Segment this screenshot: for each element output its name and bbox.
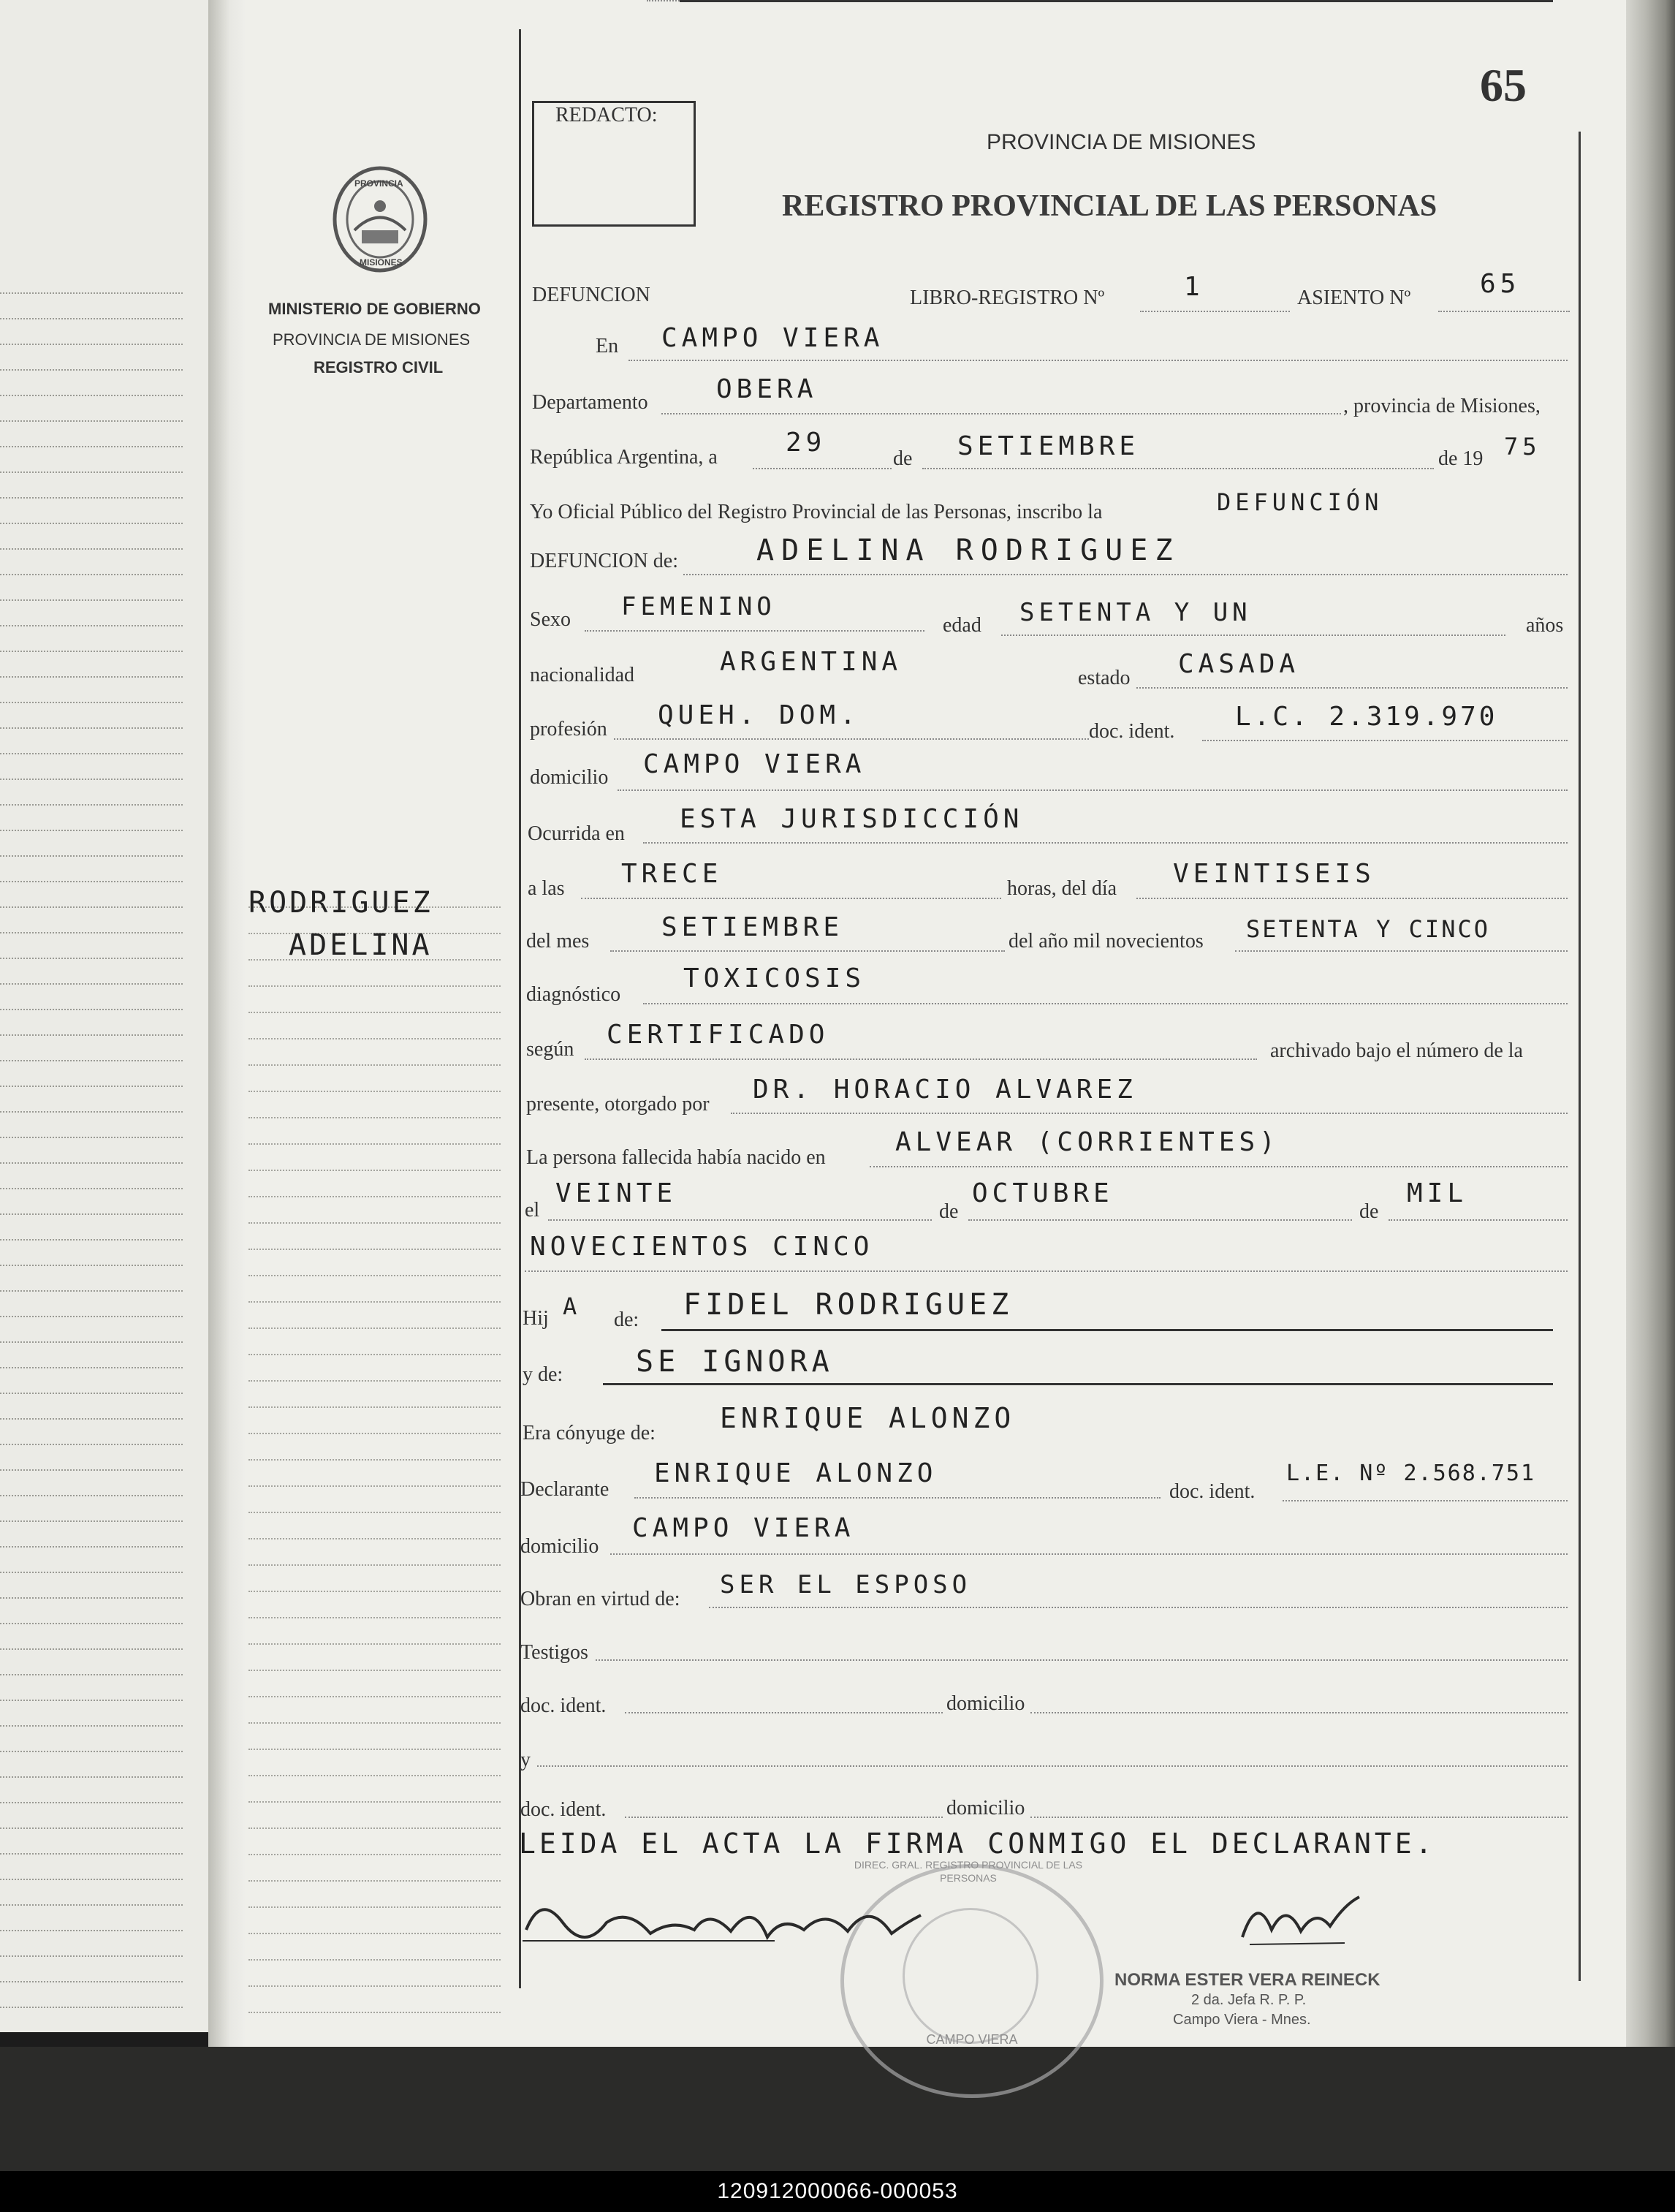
label-profesion: profesión [530, 718, 607, 741]
margin-rule [248, 1117, 501, 1118]
label-horas: horas, del día [1007, 877, 1117, 900]
margin-rule [248, 1564, 501, 1566]
label-a-las: a las [528, 877, 565, 900]
margin-note-name: ADELINA [289, 928, 433, 962]
madre-line [603, 1383, 1553, 1385]
padre-line [661, 1329, 1553, 1331]
margin-note-surname: RODRIGUEZ [248, 886, 433, 920]
value-dia-texto: VEINTISEIS [1173, 859, 1375, 889]
hora-line [581, 898, 1001, 899]
label-departamento: Departamento [532, 391, 648, 414]
left-page-rule [0, 1648, 183, 1650]
left-page-rule [0, 932, 183, 933]
left-page-rule [0, 1341, 183, 1343]
en-line [628, 360, 1568, 361]
official-signature [1235, 1886, 1367, 1952]
label-provincia: , provincia de Misiones, [1343, 395, 1541, 417]
nac-mes-line [968, 1219, 1352, 1221]
margin-rule [248, 1591, 501, 1592]
left-page-rule [0, 318, 183, 319]
doc-ident3-line [625, 1712, 943, 1713]
margin-rule [248, 1801, 501, 1803]
margin-rule [248, 1854, 501, 1855]
left-page-rule [0, 1853, 183, 1855]
margin-rule [248, 1485, 501, 1487]
label-presente: presente, otorgado por [526, 1093, 710, 1116]
label-segun: según [526, 1038, 574, 1061]
official-place: Campo Viera - Mnes. [1173, 2012, 1311, 2028]
value-hora: TRECE [621, 859, 723, 889]
label-doc-ident2: doc. ident. [1169, 1480, 1256, 1503]
value-nac-dia: VEINTE [555, 1178, 677, 1208]
value-libro: 1 [1184, 272, 1204, 302]
scan-caption: 120912000066-000053 [0, 2171, 1675, 2212]
left-page-rule [0, 1572, 183, 1573]
declarante-line [634, 1497, 1161, 1499]
left-page-rule [0, 1776, 183, 1778]
label-en: En [596, 335, 619, 357]
margin-rule [248, 1617, 501, 1618]
label-declarante: Declarante [520, 1478, 609, 1501]
value-domicilio-declarante: CAMPO VIERA [632, 1513, 855, 1543]
left-page-rule [0, 1879, 183, 1880]
left-page-rule [0, 497, 183, 499]
value-ocurrida: ESTA JURISDICCIÓN [680, 804, 1024, 834]
header-province: PROVINCIA DE MISIONES [987, 130, 1256, 154]
margin-rule [248, 1670, 501, 1671]
value-ano-texto: SETENTA Y CINCO [1246, 915, 1490, 943]
left-page-rule [0, 1111, 183, 1113]
value-diagnostico: TOXICOSIS [683, 963, 866, 993]
value-padre: FIDEL RODRIGUEZ [683, 1288, 1014, 1322]
y-line [537, 1765, 1568, 1767]
label-estado: estado [1078, 667, 1131, 689]
left-page-rule [0, 1520, 183, 1522]
left-page-rule [0, 292, 183, 294]
label-doc-ident: doc. ident. [1089, 720, 1175, 743]
left-page-rule [0, 1930, 183, 1931]
left-page-rule [0, 727, 183, 729]
domicilio3-line [1030, 1712, 1568, 1713]
margin-rule [248, 1354, 501, 1355]
margin-rule [248, 1985, 501, 1987]
value-domicilio: CAMPO VIERA [643, 749, 866, 779]
left-page-rule [0, 625, 183, 626]
label-domicilio: domicilio [530, 766, 609, 789]
label-edad: edad [943, 614, 981, 637]
nac-ano2-line [525, 1270, 1568, 1272]
value-doc-declarante: L.E. Nº 2.568.751 [1286, 1461, 1536, 1486]
left-page-rule [0, 651, 183, 652]
left-page-rule [0, 958, 183, 959]
left-page-rule [0, 1188, 183, 1189]
label-domicilio2: domicilio [520, 1535, 599, 1558]
left-page [0, 0, 208, 2032]
margin-rule [248, 1301, 501, 1303]
margin-rule [248, 1722, 501, 1724]
left-page-rule [0, 881, 183, 882]
left-page-rule [0, 753, 183, 754]
label-doc-ident4: doc. ident. [520, 1798, 607, 1821]
asiento-line [1438, 311, 1570, 312]
label-sexo: Sexo [530, 608, 571, 631]
label-de19: de 19 [1438, 447, 1484, 470]
margin-rule [248, 1038, 501, 1039]
label-nacionalidad: nacionalidad [530, 664, 635, 686]
left-page-rule [0, 1444, 183, 1445]
label-de1: de [893, 447, 913, 470]
header-registry: REGISTRO PROVINCIAL DE LAS PERSONAS [782, 189, 1437, 223]
official-name: NORMA ESTER VERA REINECK [1114, 1970, 1380, 1990]
margin-rule [248, 1880, 501, 1882]
left-page-rule [0, 1904, 183, 1906]
margin-rule [248, 1222, 501, 1224]
left-page-rule [0, 1137, 183, 1138]
scan-background [0, 2047, 1675, 2171]
label-y: y [520, 1749, 531, 1771]
official-title: 2 da. Jefa R. P. P. [1191, 1992, 1307, 2008]
value-otorgado: DR. HORACIO ALVAREZ [753, 1075, 1137, 1105]
left-page-rule [0, 369, 183, 371]
margin-rule [248, 1459, 501, 1461]
margin-rule [248, 1064, 501, 1066]
value-profesion: QUEH. DOM. [658, 700, 860, 730]
label-y-de: y de: [523, 1363, 563, 1386]
label-archivado: archivado bajo el número de la [1270, 1039, 1523, 1062]
value-declarante: ENRIQUE ALONZO [654, 1458, 938, 1488]
left-page-rule [0, 446, 183, 447]
left-page-rule [0, 1469, 183, 1471]
domicilio4-line [1030, 1817, 1568, 1818]
left-page-rule [0, 1802, 183, 1803]
value-madre: SE IGNORA [636, 1345, 834, 1379]
profesion-line [614, 738, 1089, 740]
value-segun: CERTIFICADO [607, 1020, 829, 1050]
dia-line [753, 468, 892, 469]
label-yo-oficial: Yo Oficial Público del Registro Provincial de las Personas, inscribo la [530, 501, 1103, 523]
value-nacionalidad: ARGENTINA [720, 647, 903, 677]
label-nacido: La persona fallecida había nacido en [526, 1146, 826, 1169]
seal-text-top: PROVINCIA [354, 178, 403, 189]
margin-rule [248, 1643, 501, 1645]
label-del-mes: del mes [526, 930, 590, 952]
seal-text-bottom: MISIONES [360, 257, 403, 268]
left-page-rule [0, 1086, 183, 1087]
left-page-rule [0, 1955, 183, 1957]
left-page-rule [0, 1725, 183, 1727]
value-departamento: OBERA [716, 374, 818, 404]
nombre-line [683, 574, 1568, 575]
ministry-line3: REGISTRO CIVIL [314, 358, 444, 376]
left-page-rule [0, 1162, 183, 1164]
label-conyuge: Era cónyuge de: [523, 1422, 656, 1444]
nac-ano-line [1389, 1219, 1568, 1221]
domicilio2-line [610, 1553, 1568, 1555]
margin-rule [248, 985, 501, 987]
estado-line [1136, 687, 1568, 689]
value-nombre: ADELINA RODRIGUEZ [756, 534, 1180, 567]
left-page-rule [0, 702, 183, 703]
label-de-colon: de: [614, 1308, 639, 1331]
left-page-rule [0, 1623, 183, 1624]
left-page-rule [0, 779, 183, 780]
left-page-rule [0, 983, 183, 985]
left-page-rule [0, 344, 183, 345]
margin-rule [248, 1538, 501, 1539]
page-number: 65 [1480, 59, 1527, 111]
conyuge-line [680, 0, 1553, 2]
left-page-rule [0, 1316, 183, 1317]
margin-rule [248, 1696, 501, 1697]
margin-rule [248, 1933, 501, 1934]
doc-ident4-line [625, 1817, 943, 1818]
margin-rule [248, 1091, 501, 1092]
left-page-rule [0, 1418, 183, 1420]
value-nac-ano2: NOVECIENTOS CINCO [530, 1232, 874, 1262]
ano-texto-line [1235, 950, 1568, 952]
edad-line [1001, 635, 1505, 636]
left-page-rule [0, 855, 183, 857]
margin-rule [248, 1959, 501, 1961]
left-page-rule [0, 676, 183, 678]
value-dia: 29 [786, 428, 827, 458]
obran-line [709, 1607, 1568, 1608]
margin-rule [248, 1143, 501, 1145]
label-de-a: de [939, 1200, 959, 1223]
nacido-line [870, 1166, 1568, 1167]
segun-line [585, 1058, 1257, 1060]
libro-line [1140, 311, 1290, 312]
margin-rule [248, 1406, 501, 1408]
left-page-rule [0, 2007, 183, 2008]
margin-rule [248, 1275, 501, 1276]
domicilio-line [618, 789, 1568, 791]
value-asiento: 65 [1480, 269, 1521, 299]
ministry-line2: PROVINCIA DE MISIONES [273, 330, 471, 349]
label-republica: República Argentina, a [530, 446, 718, 469]
ocurrida-line [643, 842, 1568, 844]
label-ocurrida: Ocurrida en [528, 822, 625, 845]
value-hij-suffix: A [563, 1292, 582, 1320]
value-nacido: ALVEAR (CORRIENTES) [895, 1127, 1280, 1157]
declarant-signature [512, 1879, 935, 1959]
margin-rule [248, 1433, 501, 1434]
label-doc-ident3: doc. ident. [520, 1694, 607, 1717]
value-conyuge: ENRIQUE ALONZO [720, 1402, 1016, 1434]
left-page-rule [0, 548, 183, 550]
stamp-ring-text: DIREC. GRAL. REGISTRO PROVINCIAL DE LAS PERSONAS [854, 1859, 1083, 1884]
label-el: el [525, 1199, 540, 1221]
value-mes-texto: SETIEMBRE [661, 912, 844, 942]
margin-rule [248, 1196, 501, 1197]
left-page-rule [0, 1367, 183, 1368]
nac-dia-line [548, 1219, 932, 1221]
left-page-rule [0, 420, 183, 422]
label-de-b: de [1359, 1200, 1379, 1223]
left-page-rule [0, 1700, 183, 1701]
label-domicilio4: domicilio [946, 1797, 1025, 1819]
left-page-rule [0, 1495, 183, 1496]
margin-rule [248, 1749, 501, 1750]
label-domicilio3: domicilio [946, 1692, 1025, 1715]
value-doc-ident: L.C. 2.319.970 [1235, 702, 1498, 732]
left-page-rule [0, 599, 183, 601]
margin-rule [248, 1380, 501, 1382]
left-page-rule [0, 830, 183, 831]
label-del-ano: del año mil novecientos [1009, 930, 1204, 952]
left-page-rule [0, 395, 183, 396]
left-page-rule [0, 523, 183, 524]
book-gutter [208, 0, 245, 2047]
value-nac-ano1: MIL [1407, 1178, 1468, 1208]
doc-ident-line [1202, 740, 1568, 741]
value-sexo: FEMENINO [621, 592, 776, 621]
dia-texto-line [1136, 898, 1568, 899]
label-testigos: Testigos [520, 1641, 588, 1664]
value-ano: 75 [1504, 433, 1541, 461]
margin-rule [248, 1775, 501, 1776]
left-page-rule [0, 1034, 183, 1036]
value-mes: SETIEMBRE [957, 431, 1140, 461]
margin-rule [248, 1827, 501, 1829]
margin-rule [248, 1327, 501, 1329]
left-page-rule [0, 1060, 183, 1061]
left-page-rule [0, 1265, 183, 1266]
left-page-rule [0, 1393, 183, 1394]
margin-rule [248, 1249, 501, 1250]
label-defuncion: DEFUNCION [532, 284, 650, 306]
left-page-rule [0, 1981, 183, 1982]
label-anos: años [1526, 614, 1564, 637]
left-page-rule [0, 574, 183, 575]
left-page-rule [0, 906, 183, 908]
value-nac-mes: OCTUBRE [972, 1178, 1114, 1208]
value-closing: LEIDA EL ACTA LA FIRMA CONMIGO EL DECLARANTE. [519, 1827, 1436, 1860]
redacto-label: REDACTO: [555, 104, 658, 126]
label-obran: Obran en virtud de: [520, 1588, 680, 1610]
margin-rule [248, 1906, 501, 1908]
left-page-rule [0, 471, 183, 473]
label-defuncion-de: DEFUNCION de: [530, 550, 678, 572]
departamento-line [661, 413, 1341, 414]
margin-rule [248, 2012, 501, 2013]
margin-rule [248, 1512, 501, 1513]
testigos-line [596, 1659, 1568, 1661]
ministry-line1: MINISTERIO DE GOBIERNO [268, 300, 481, 318]
left-page-rule [0, 804, 183, 806]
margin-rule [248, 1170, 501, 1171]
sexo-line [585, 630, 924, 632]
left-page-rule [0, 1674, 183, 1675]
margin-rule [248, 1012, 501, 1013]
left-page-rule [0, 1009, 183, 1010]
left-page-rule [0, 1751, 183, 1752]
otorgado-line [731, 1113, 1568, 1114]
value-inscribo: DEFUNCIÓN [1217, 488, 1383, 516]
left-page-rule [0, 1239, 183, 1241]
left-page-rule [0, 1546, 183, 1548]
stamp-center-text: CAMPO VIERA [926, 2032, 1018, 2047]
label-asiento: ASIENTO Nº [1297, 287, 1411, 309]
value-estado: CASADA [1178, 649, 1300, 679]
label-diagnostico: diagnóstico [526, 983, 621, 1006]
left-page-rule [0, 1290, 183, 1292]
value-edad: SETENTA Y UN [1019, 598, 1252, 627]
mes-line [922, 468, 1434, 469]
doc-declarante-line [1283, 1500, 1568, 1501]
left-page-rule [0, 1597, 183, 1599]
label-libro: LIBRO-REGISTRO Nº [910, 287, 1105, 309]
left-page-rule [0, 1213, 183, 1215]
form-border-right [1579, 132, 1581, 1981]
label-hij: Hij [523, 1307, 549, 1330]
value-obran: SER EL ESPOSO [720, 1570, 972, 1599]
left-page-rule [0, 1827, 183, 1829]
diagnostico-line [643, 1003, 1568, 1004]
page-edge [1626, 0, 1675, 2105]
value-en: CAMPO VIERA [661, 323, 884, 353]
mes-texto-line [610, 950, 1005, 952]
